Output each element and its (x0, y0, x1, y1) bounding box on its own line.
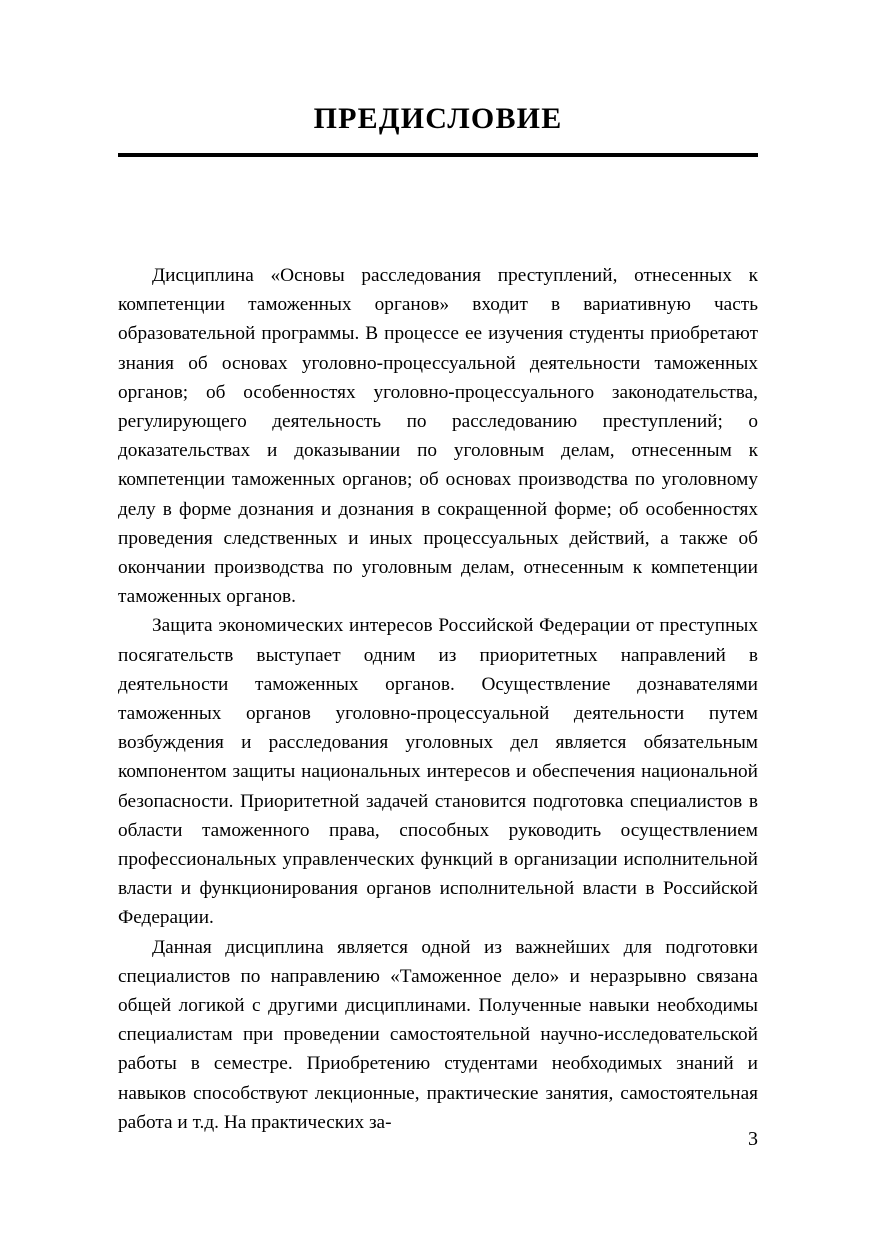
paragraph-3: Данная дисциплина является одной из важнейших для подготовки специалистов по направлению «Таможенное дело» и неразрывно связана общей логикой с другими дисциплинами. Полученные навыки необходимы специалистам при проведении самостоятельной научно-исследовательской работы в семестре. Приобретению студентами необходимых знаний и навыков способствуют лекционные, практические занятия, самостоятельная работа и т.д. На практических за- (118, 936, 758, 1133)
page-content (118, 0, 758, 1241)
paragraph-1: Дисциплина «Основы расследования преступлений, отнесенных к компетенции таможенных органов» входит в вариативную часть образовательной программы. В процессе ее изучения студенты приобретают знания об основах уголовно-процессуальной деятельности таможенных органов; об особенностях уголовно-процессуального законодательства, регулирующего деятельность по расследованию преступлений; о доказательствах и доказывании по уголовным делам, отнесенным к компетенции таможенных органов; об основах производства по уголовному делу в форме дознания и дознания в сокращенной форме; об особенностях проведения следственных и иных процессуальных действий, а также об окончании производства по уголовным делам, отнесенным к компетенции таможенных органов. (118, 265, 758, 608)
page-title: ПРЕДИСЛОВИЕ (313, 102, 563, 135)
page-number: 3 (748, 1128, 758, 1150)
title-divider (118, 153, 758, 157)
body-text (118, 261, 758, 1137)
paragraph-2: Защита экономических интересов Российской Федерации от преступных посягательств выступает одним из приоритетных направлений в деятельности таможенных органов. Осуществление дознавателями таможенных органов уголовно-процессуальной деятельности путем возбуждения и расследования уголовных дел является обязательным компонентом защиты национальных интересов и обеспечения национальной безопасности. Приоритетной задачей становится подготовка специалистов в области таможенного права, способных руководить осуществлением профессиональных управленческих функций в организации исполнительной власти и функционирования органов исполнительной власти в Российской Федерации. (118, 615, 758, 929)
